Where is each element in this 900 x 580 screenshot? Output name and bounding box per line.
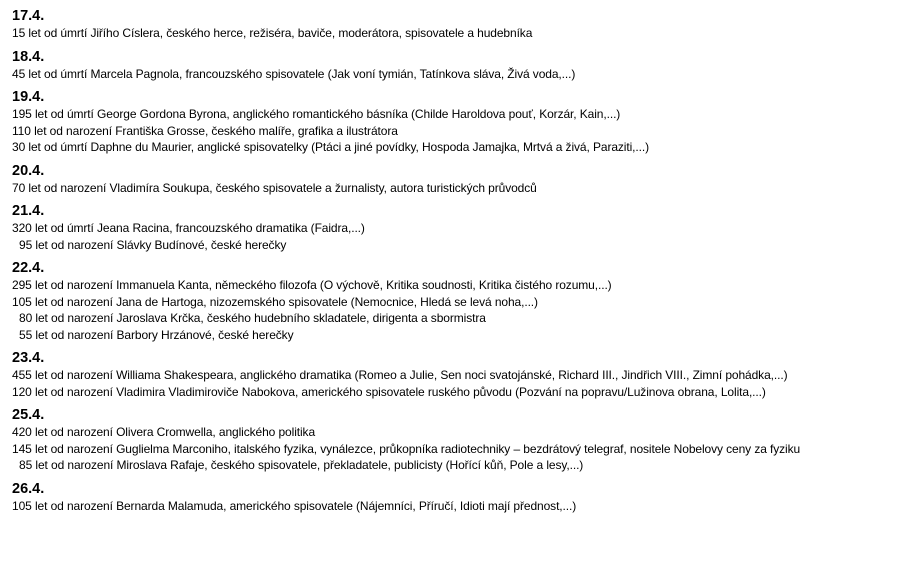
day-section [12, 348, 892, 400]
anniversary-entry: 105 let od narození Jana de Hartoga, nizozemského spisovatele (Nemocnice, Hledá se levá noha,...) [12, 294, 538, 309]
day-date: 22.4. [12, 260, 45, 276]
anniversary-entry: 15 let od úmrtí Jiřího Císlera, českého herce, režiséra, baviče, moderátora, spisovatele a hudebníka [12, 26, 533, 40]
anniversary-entry: 110 let od narození Františka Grosse, českého malíře, grafika a ilustrátora [12, 123, 398, 138]
day-date: 23.4. [12, 350, 45, 366]
day-date: 20.4. [12, 162, 45, 179]
anniversary-entry: 85 let od narození Miroslava Rafaje, českého spisovatele, překladatele, publicisty (Hořící kůň, Pole a lesy,...) [19, 458, 584, 472]
day-section [12, 6, 892, 42]
anniversary-entry: 105 let od narození Bernarda Malamuda, amerického spisovatele (Nájemníci, Příručí, Idioti mají přednost,...) [12, 498, 577, 513]
anniversary-list [12, 6, 892, 519]
day-date: 19.4. [12, 89, 45, 105]
day-date: 17.4. [12, 8, 45, 24]
anniversary-entry: 120 let od narození Vladimira Vladimiroviče Nabokova, amerického spisovatele ruského původu (Pozvání na popravu/Lužinova obrana, Lolita,...) [12, 384, 766, 399]
anniversary-entry: 30 let od úmrtí Daphne du Maurier, anglické spisovatelky (Ptáci a jiné povídky, Hospoda Jamajka, Mrtvá a živá, Paraziti,...) [12, 140, 650, 154]
day-section [12, 201, 892, 253]
anniversary-entry: 145 let od narození Guglielma Marconiho, italského fyzika, vynálezce, průkopníka radiotechniky – bezdrátový telegraf, nositele Nobelovy ceny za fyziku [12, 441, 801, 456]
day-section [12, 258, 892, 343]
anniversary-entry: 95 let od narození Slávky Budínové, české herečky [19, 237, 287, 252]
day-section [12, 161, 892, 197]
day-section [12, 479, 892, 515]
anniversary-entry: 55 let od narození Barbory Hrzánové, české herečky [19, 327, 294, 342]
anniversary-entry: 45 let od úmrtí Marcela Pagnola, francouzského spisovatele (Jak voní tymián, Tatínkova sláva, Živá voda,...) [12, 66, 576, 81]
anniversary-entry: 295 let od narození Immanuela Kanta, německého filozofa (O výchově, Kritika soudnosti, Kritika čistého rozumu,...) [12, 278, 612, 292]
anniversary-entry: 420 let od narození Olivera Cromwella, anglického politika [12, 425, 316, 439]
anniversary-entry: 195 let od úmrtí George Gordona Byrona, anglického romantického básníka (Childe Haroldova pouť, Korzár, Kain,...) [12, 107, 621, 121]
day-date: 18.4. [12, 48, 45, 65]
day-section [12, 87, 892, 156]
anniversary-entry: 455 let od narození Williama Shakespeara, anglického dramatika (Romeo a Julie, Sen noci svatojánské, Richard III., Jindřich VIII., Zimní pohádka,...) [12, 368, 788, 382]
anniversary-entry: 70 let od narození Vladimíra Soukupa, českého spisovatele a žurnalisty, autora turistických průvodců [12, 180, 537, 195]
anniversary-entry: 80 let od narození Jaroslava Krčka, českého hudebního skladatele, dirigenta a sbormistra [19, 311, 486, 325]
anniversary-entry: 320 let od úmrtí Jeana Racina, francouzského dramatika (Faidra,...) [12, 221, 365, 235]
day-date: 26.4. [12, 480, 45, 497]
day-date: 21.4. [12, 203, 45, 219]
day-date: 25.4. [12, 407, 45, 423]
day-section [12, 47, 892, 83]
day-section [12, 405, 892, 474]
